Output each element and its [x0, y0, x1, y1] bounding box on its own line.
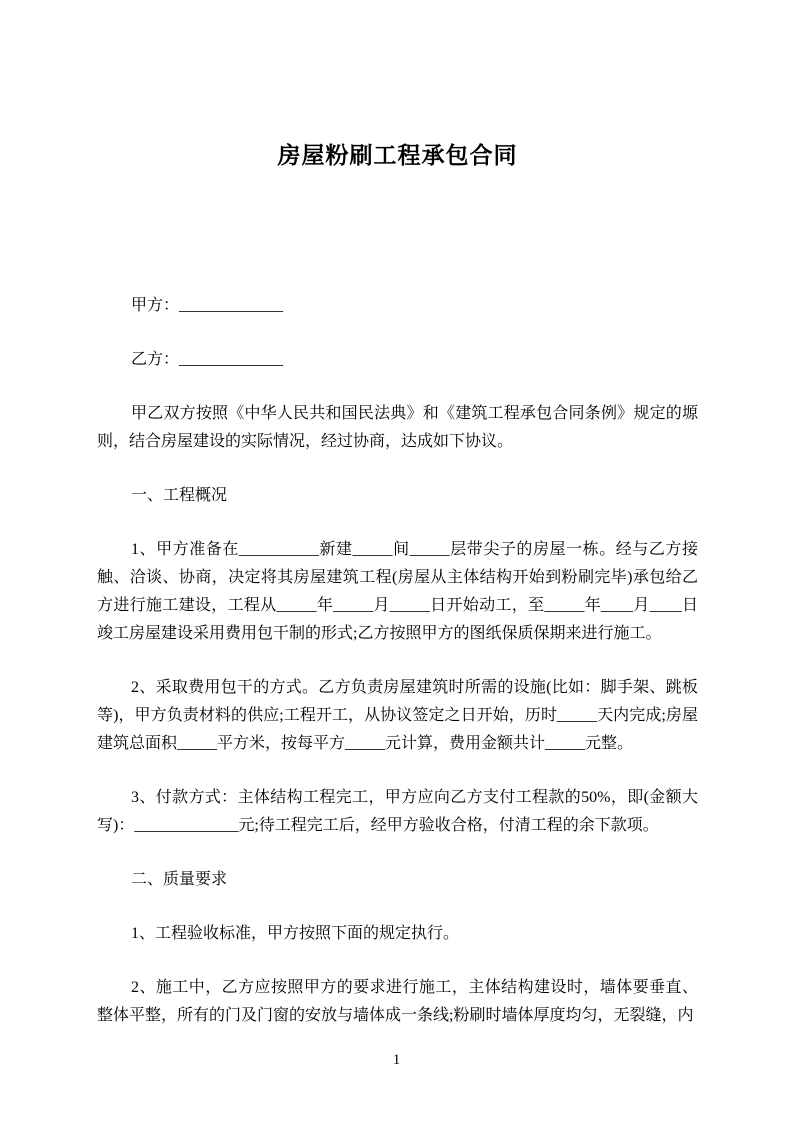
clause-1-3: 3、付款方式：主体结构工程完工，甲方应向乙方支付工程款的50%，即(金额大写)：_____________元;待工程完工后，经甲方验收合格，付清工程的余下款项。	[97, 789, 698, 834]
party-b-line: 乙方：_____________	[131, 351, 284, 368]
clause-1-1: 1、甲方准备在__________新建_____间_____层带尖子的房屋一栋。经与乙方接触、洽谈、协商，决定将其房屋建筑工程(房屋从主体结构开始到粉刷完毕)承包给乙方进行施工建设，工程从_____年_____月_____日开始动工，至_____年____月____日竣工房屋建设采用费用包干制的形式;乙方按照甲方的图纸保质保期来进行施工。	[97, 541, 698, 642]
clause-2-2: 2、施工中，乙方应按照甲方的要求进行施工，主体结构建设时，墙体要垂直、整体平整，所有的门及门窗的安放与墙体成一条线;粉刷时墙体厚度均匀，无裂缝，内	[97, 979, 698, 1024]
page-number: 1	[392, 1052, 401, 1068]
clause-2-1: 1、工程验收标准，甲方按照下面的规定执行。	[131, 925, 460, 942]
clause-1-2: 2、采取费用包干的方式。乙方负责房屋建筑时所需的设施(比如：脚手架、跳板等)，甲方负责材料的供应;工程开工，从协议签定之日开始，历时_____天内完成;房屋建筑总面积_____平方米，按每平方_____元计算，费用金额共计_____元整。	[97, 679, 698, 752]
document-title: 房屋粉刷工程承包合同	[277, 143, 518, 168]
party-a-line: 甲方：_____________	[131, 297, 284, 314]
section-2-heading: 二、质量要求	[131, 871, 228, 888]
section-1-heading: 一、工程概况	[131, 487, 228, 504]
preamble-paragraph: 甲乙双方按照《中华人民共和国民法典》和《建筑工程承包合同条例》规定的塬则，结合房屋建设的实际情况，经过协商，达成如下协议。	[97, 405, 698, 450]
